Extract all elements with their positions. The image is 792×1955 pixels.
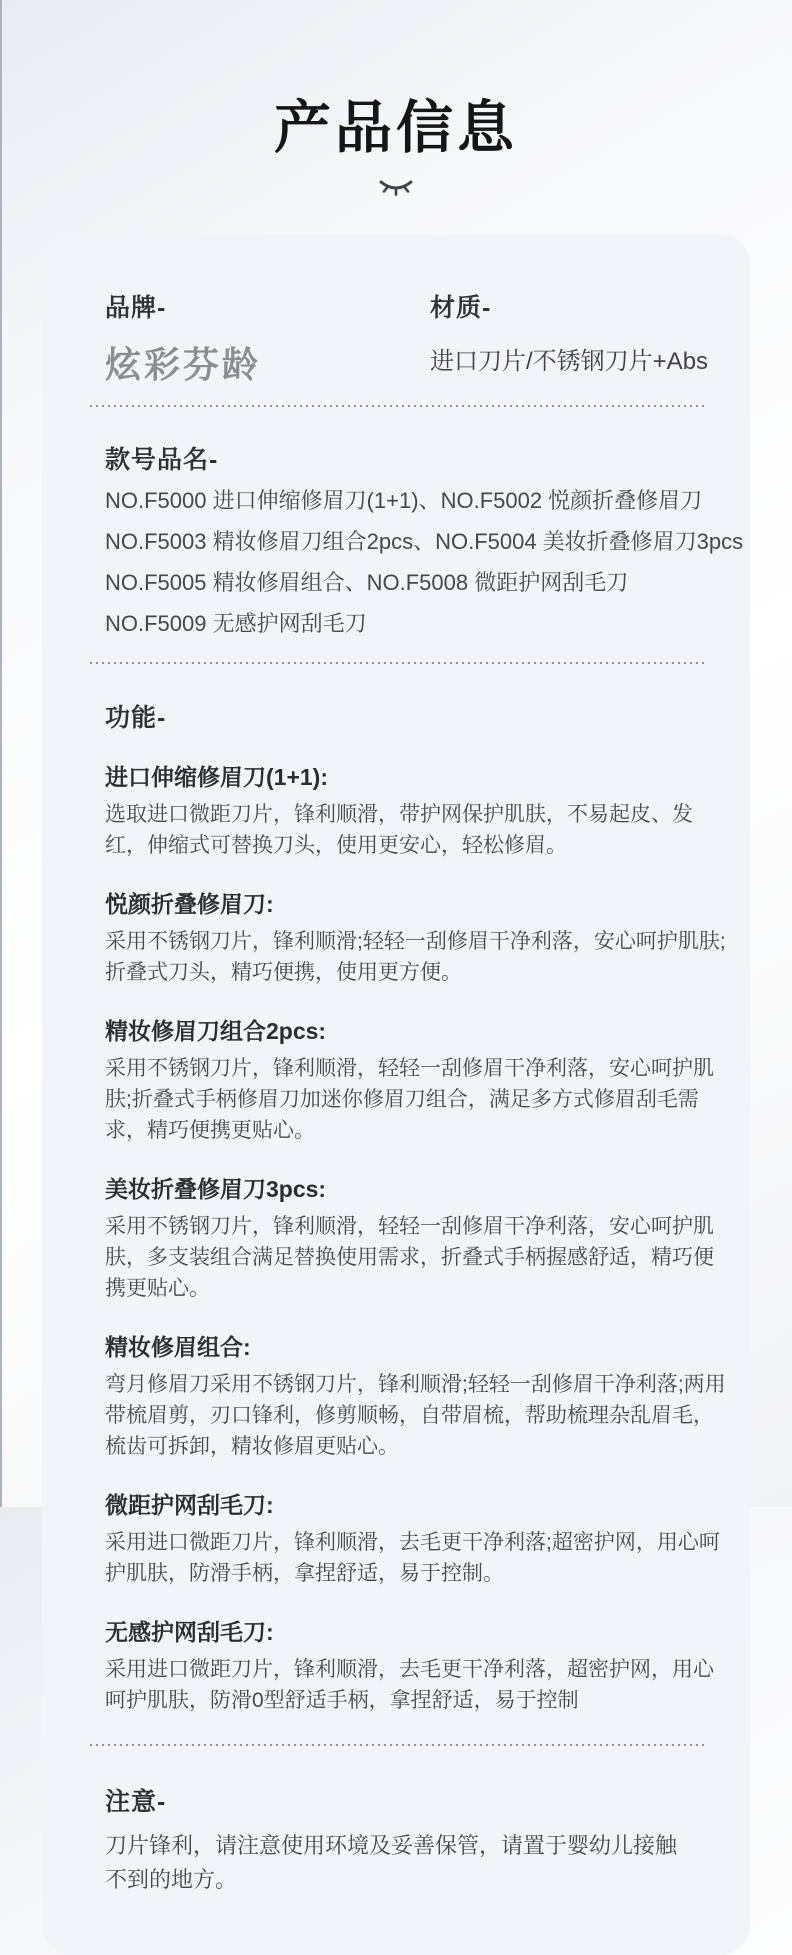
title-divider-row xyxy=(0,178,792,200)
feature-item xyxy=(105,1614,732,1716)
feature-desc: 采用进口微距刀片，锋利顺滑，去毛更干净利落;超密护网，用心呵护肌肤，防滑手柄，拿捏舒适，易于控制。 xyxy=(105,1531,720,1585)
left-edge-line xyxy=(0,0,2,1507)
feature-desc: 选取进口微距刀片，锋利顺滑，带护网保护肌肤，不易起皮、发红，伸缩式可替换刀头，使用更安心，轻松修眉。 xyxy=(105,803,693,857)
material-value: 进口刀片/不锈钢刀片+Abs xyxy=(430,348,709,375)
feature-title: 精妆修眉组合: xyxy=(105,1334,251,1360)
model-line: NO.F5005 精妆修眉组合、NO.F5008 微距护网刮毛刀 xyxy=(105,570,629,595)
dotted-divider xyxy=(90,405,706,407)
feature-item xyxy=(105,886,732,988)
feature-item xyxy=(105,1487,732,1589)
brand-material-row xyxy=(105,288,732,388)
feature-item xyxy=(105,759,732,861)
model-line: NO.F5003 精妆修眉刀组合2pcs、NO.F5004 美妆折叠修眉刀3pcs xyxy=(105,529,744,554)
features-label: 功能- xyxy=(105,704,167,732)
material-label: 材质- xyxy=(430,294,492,322)
feature-title: 悦颜折叠修眉刀: xyxy=(105,891,274,917)
product-info-card xyxy=(42,234,750,1955)
brand-label: 品牌- xyxy=(105,294,167,322)
notice-text: 刀片锋利，请注意使用环境及妥善保管，请置于婴幼儿接触不到的地方。 xyxy=(105,1833,678,1892)
feature-item xyxy=(105,1013,732,1146)
model-line: NO.F5000 进口伸缩修眉刀(1+1)、NO.F5002 悦颜折叠修眉刀 xyxy=(105,488,703,513)
feature-desc: 采用不锈钢刀片，锋利顺滑;轻轻一刮修眉干净利落，安心呵护肌肤;折叠式刀头，精巧便携，使用更方便。 xyxy=(105,930,726,984)
models-label: 款号品名- xyxy=(105,446,219,474)
feature-item xyxy=(105,1171,732,1304)
feature-title: 无感护网刮毛刀: xyxy=(105,1619,274,1645)
feature-desc: 采用不锈钢刀片，锋利顺滑，轻轻一刮修眉干净利落，安心呵护肌肤，多支装组合满足替换使用需求，折叠式手柄握感舒适，精巧便携更贴心。 xyxy=(105,1215,714,1300)
feature-title: 进口伸缩修眉刀(1+1): xyxy=(105,764,328,790)
brand-block xyxy=(105,288,430,388)
model-list xyxy=(105,484,744,640)
feature-title: 精妆修眉刀组合2pcs: xyxy=(105,1018,327,1044)
feature-desc: 弯月修眉刀采用不锈钢刀片，锋利顺滑;轻轻一刮修眉干净利落;两用带梳眉剪，刃口锋利，修剪顺畅，自带眉梳，帮助梳理杂乱眉毛，梳齿可拆卸，精妆修眉更贴心。 xyxy=(105,1373,726,1458)
model-line: NO.F5009 无感护网刮毛刀 xyxy=(105,611,367,636)
material-block xyxy=(430,288,708,388)
feature-desc: 采用不锈钢刀片，锋利顺滑，轻轻一刮修眉干净利落，安心呵护肌肤;折叠式手柄修眉刀加迷你修眉刀组合，满足多方式修眉刮毛需求，精巧便携更贴心。 xyxy=(105,1057,714,1142)
page-title: 产品信息 xyxy=(274,96,518,160)
dotted-divider xyxy=(90,662,706,664)
feature-title: 微距护网刮毛刀: xyxy=(105,1492,274,1518)
feature-desc: 采用进口微距刀片，锋利顺滑，去毛更干净利落，超密护网，用心呵护肌肤，防滑0型舒适手柄，拿捏舒适，易于控制 xyxy=(105,1658,714,1712)
feature-item xyxy=(105,1329,732,1462)
eyelash-icon xyxy=(378,185,414,202)
notice-label: 注意- xyxy=(105,1788,167,1816)
brand-logo: 炫彩芬龄 xyxy=(105,344,262,385)
dotted-divider xyxy=(90,1744,706,1746)
feature-title: 美妆折叠修眉刀3pcs: xyxy=(105,1176,327,1202)
